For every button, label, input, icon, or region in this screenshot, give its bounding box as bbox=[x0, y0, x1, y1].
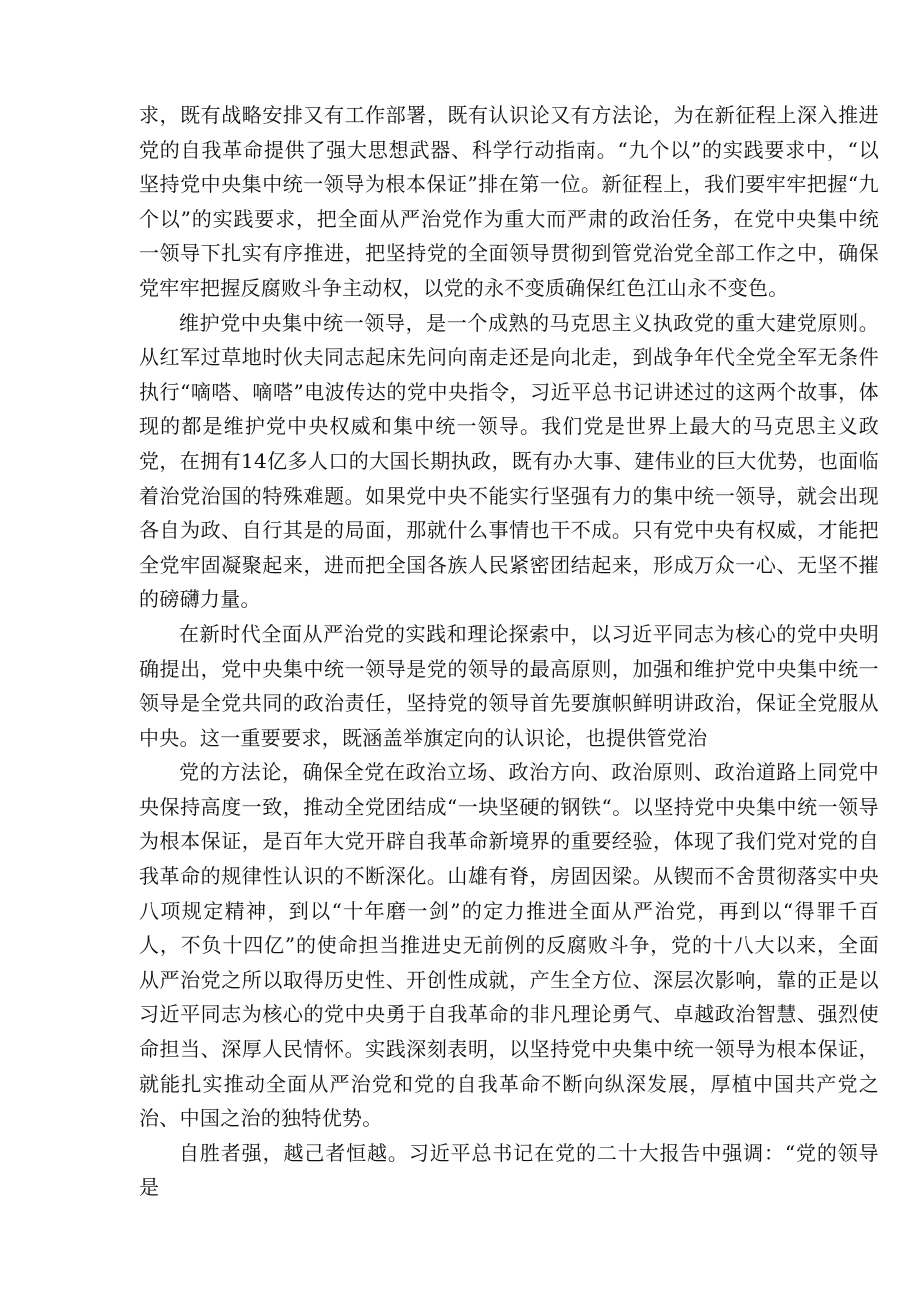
paragraph-3: 在新时代全面从严治党的实践和理论探索中，以习近平同志为核心的党中央明确提出，党中央集中统一领导是党的领导的最高原则，加强和维护党中央集中统一领导是全党共同的政治责任，坚持党的领导首先要旗帜鲜明讲政治，保证全党服从中央。这一重要要求，既涵盖举旗定向的认识论，也提供管党治 bbox=[139, 621, 879, 750]
paragraph-2: 维护党中央集中统一领导，是一个成熟的马克思主义执政党的重大建党原则。从红军过草地时伙夫同志起床先问向南走还是向北走，到战争年代全党全军无条件执行“嘀嗒、嘀嗒”电波传达的党中央指令，习近平总书记讲述过的这两个故事，体现的都是维护党中央权威和集中统一领导。我们党是世界上最大的马克思主义政党，在拥有14亿多人口的大国长期执政，既有办大事、建伟业的巨大优势，也面临着治党治国的特殊难题。如果党中央不能实行坚强有力的集中统一领导，就会出现各自为政、自行其是的局面，那就什么事情也干不成。只有党中央有权威，才能把全党牢固凝聚起来，进而把全国各族人民紧密团结起来，形成万众一心、无坚不摧的磅礴力量。 bbox=[139, 310, 879, 612]
paragraph-4: 党的方法论，确保全党在政治立场、政治方向、政治原则、政治道路上同党中央保持高度一致，推动全党团结成“一块坚硬的钢铁“。以坚持党中央集中统一领导为根本保证，是百年大党开辟自我革命新境界的重要经验，体现了我们党对党的自我革命的规律性认识的不断深化。山雄有脊，房固因梁。从锲而不舍贯彻落实中央八项规定精神，到以“十年磨一剑”的定力推进全面从严治党，再到以“得罪千百人，不负十四亿”的使命担当推进史无前例的反腐败斗争，党的十八大以来，全面从严治党之所以取得历史性、开创性成就，产生全方位、深层次影响，靠的正是以习近平同志为核心的党中央勇于自我革命的非凡理论勇气、卓越政治智慧、强烈使命担当、深厚人民情怀。实践深刻表明，以坚持党中央集中统一领导为根本保证，就能扎实推动全面从严治党和党的自我革命不断向纵深发展，厚植中国共产党之治、中国之治的独特优势。 bbox=[139, 760, 879, 1131]
paragraph-1: 求，既有战略安排又有工作部署，既有认识论又有方法论，为在新征程上深入推进党的自我革命提供了强大思想武器、科学行动指南。“九个以”的实践要求中，“以坚持党中央集中统一领导为根本保证”排在第一位。新征程上，我们要牢牢把握“九个以”的实践要求，把全面从严治党作为重大而严肃的政治任务，在党中央集中统一领导下扎实有序推进，把坚持党的全面领导贯彻到管党治党全部工作之中，确保党牢牢把握反腐败斗争主动权，以党的永不变质确保红色江山永不变色。 bbox=[139, 103, 879, 300]
paragraph-5: 自胜者强，越己者恒越。习近平总书记在党的二十大报告中强调：“党的领导是 bbox=[139, 1140, 879, 1200]
document-body bbox=[139, 98, 879, 1205]
